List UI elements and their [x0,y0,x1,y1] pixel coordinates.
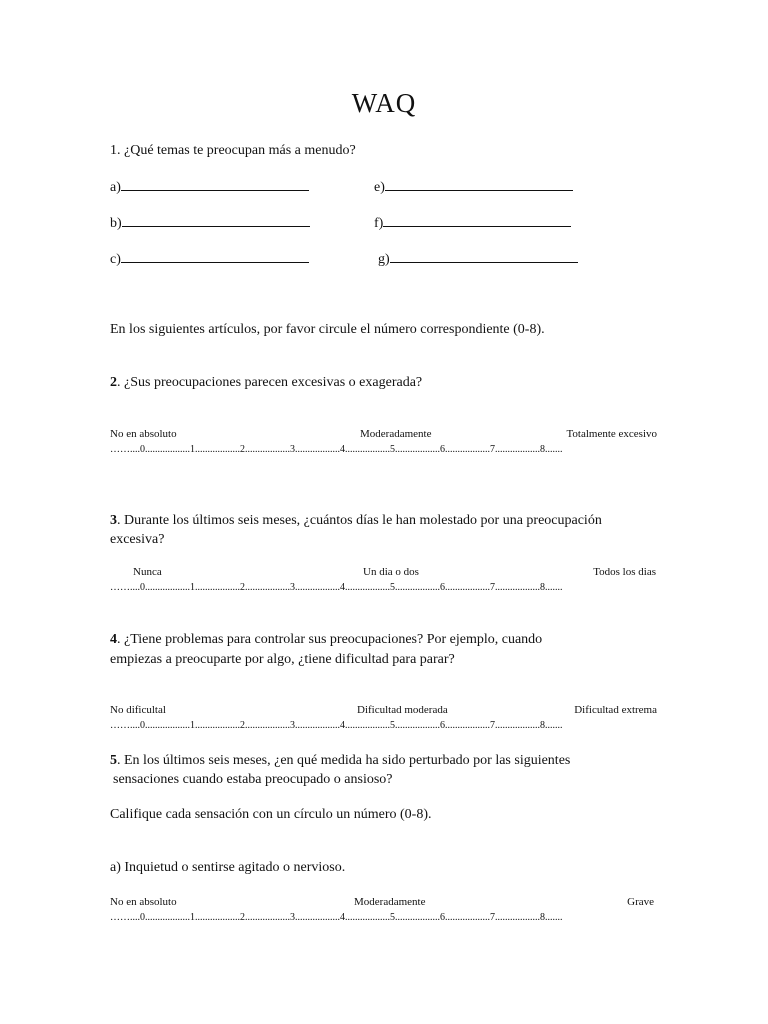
blank-f[interactable] [374,215,571,232]
blank-e-line[interactable] [385,179,573,191]
blank-g-line[interactable] [390,251,578,263]
scale-left-label: Nunca [133,566,162,578]
question-5-text [110,753,570,769]
instructions-text: En los siguientes artículos, por favor circule el número correspondiente (0-8). [110,322,545,337]
question-2-body: . ¿Sus preocupaciones parecen excesivas o exagerada? [117,375,423,390]
blank-f-line[interactable] [383,215,571,227]
question-3-body-line1: . Durante los últimos seis meses, ¿cuántos días le han molestado por una preocupación [117,513,602,528]
question-5-body-line1: . En los últimos seis meses, ¿en qué medida ha sido perturbado por las siguientes [117,753,571,768]
question-5-instruction: Califique cada sensación con un círculo un número (0-8). [110,807,432,822]
blank-b[interactable] [110,215,310,232]
blank-g[interactable] [378,251,578,268]
rating-scale-q3[interactable] [0,566,768,606]
blank-e[interactable] [374,179,573,196]
question-5-item-a: a) Inquietud o sentirse agitado o nervioso. [110,860,346,875]
scale-right-label: Totalmente excesivo [566,428,657,440]
blank-e-label: e) [374,180,385,195]
scale-numbers[interactable]: ……....0..................1..................2..................3..................4..................5..................6..................7..................8....... [110,912,563,923]
question-5-body-line2: sensaciones cuando estaba preocupado o ansioso? [113,772,393,787]
scale-mid-label: Moderadamente [354,896,426,908]
scale-numbers[interactable]: ……....0..................1..................2..................3..................4..................5..................6..................7..................8....... [110,720,563,731]
page-title: WAQ [351,88,417,118]
question-5-number: 5 [110,753,117,768]
rating-scale-q5a[interactable] [0,896,768,936]
question-4-number: 4 [110,632,117,647]
blank-b-line[interactable] [122,215,310,227]
question-3-body-line2: excesiva? [110,532,165,547]
question-3-number: 3 [110,513,117,528]
scale-left-label: No en absoluto [110,896,177,908]
question-4-text [110,632,542,648]
scale-left-label: No en absoluto [110,428,177,440]
scale-left-label: No dificultal [110,704,166,716]
scale-numbers[interactable]: ……....0..................1..................2..................3..................4..................5..................6..................7..................8....... [110,444,563,455]
blank-c[interactable] [110,251,309,268]
question-1-text: 1. ¿Qué temas te preocupan más a menudo? [110,143,356,158]
question-2-number: 2 [110,375,117,390]
question-4-body-line1: . ¿Tiene problemas para controlar sus preocupaciones? Por ejemplo, cuando [117,632,543,647]
question-4-body-line2: empiezas a preocuparte por algo, ¿tiene dificultad para parar? [110,652,455,667]
scale-right-label: Grave [627,896,654,908]
scale-numbers[interactable]: ……....0..................1..................2..................3..................4..................5..................6..................7..................8....... [110,582,563,593]
blank-g-label: g) [378,252,390,267]
scale-mid-label: Dificultad moderada [357,704,448,716]
scale-right-label: Todos los dias [593,566,656,578]
question-3-text [110,513,602,529]
question-2-text [110,375,422,391]
scale-mid-label: Un dia o dos [363,566,419,578]
blank-b-label: b) [110,216,122,231]
rating-scale-q2[interactable] [0,428,768,468]
scale-right-label: Dificultad extrema [574,704,657,716]
blank-f-label: f) [374,216,384,231]
blank-c-label: c) [110,252,121,267]
blank-a-line[interactable] [121,179,309,191]
blank-a-label: a) [110,180,121,195]
rating-scale-q4[interactable] [0,704,768,744]
scale-mid-label: Moderadamente [360,428,432,440]
blank-c-line[interactable] [121,251,309,263]
blank-a[interactable] [110,179,309,196]
